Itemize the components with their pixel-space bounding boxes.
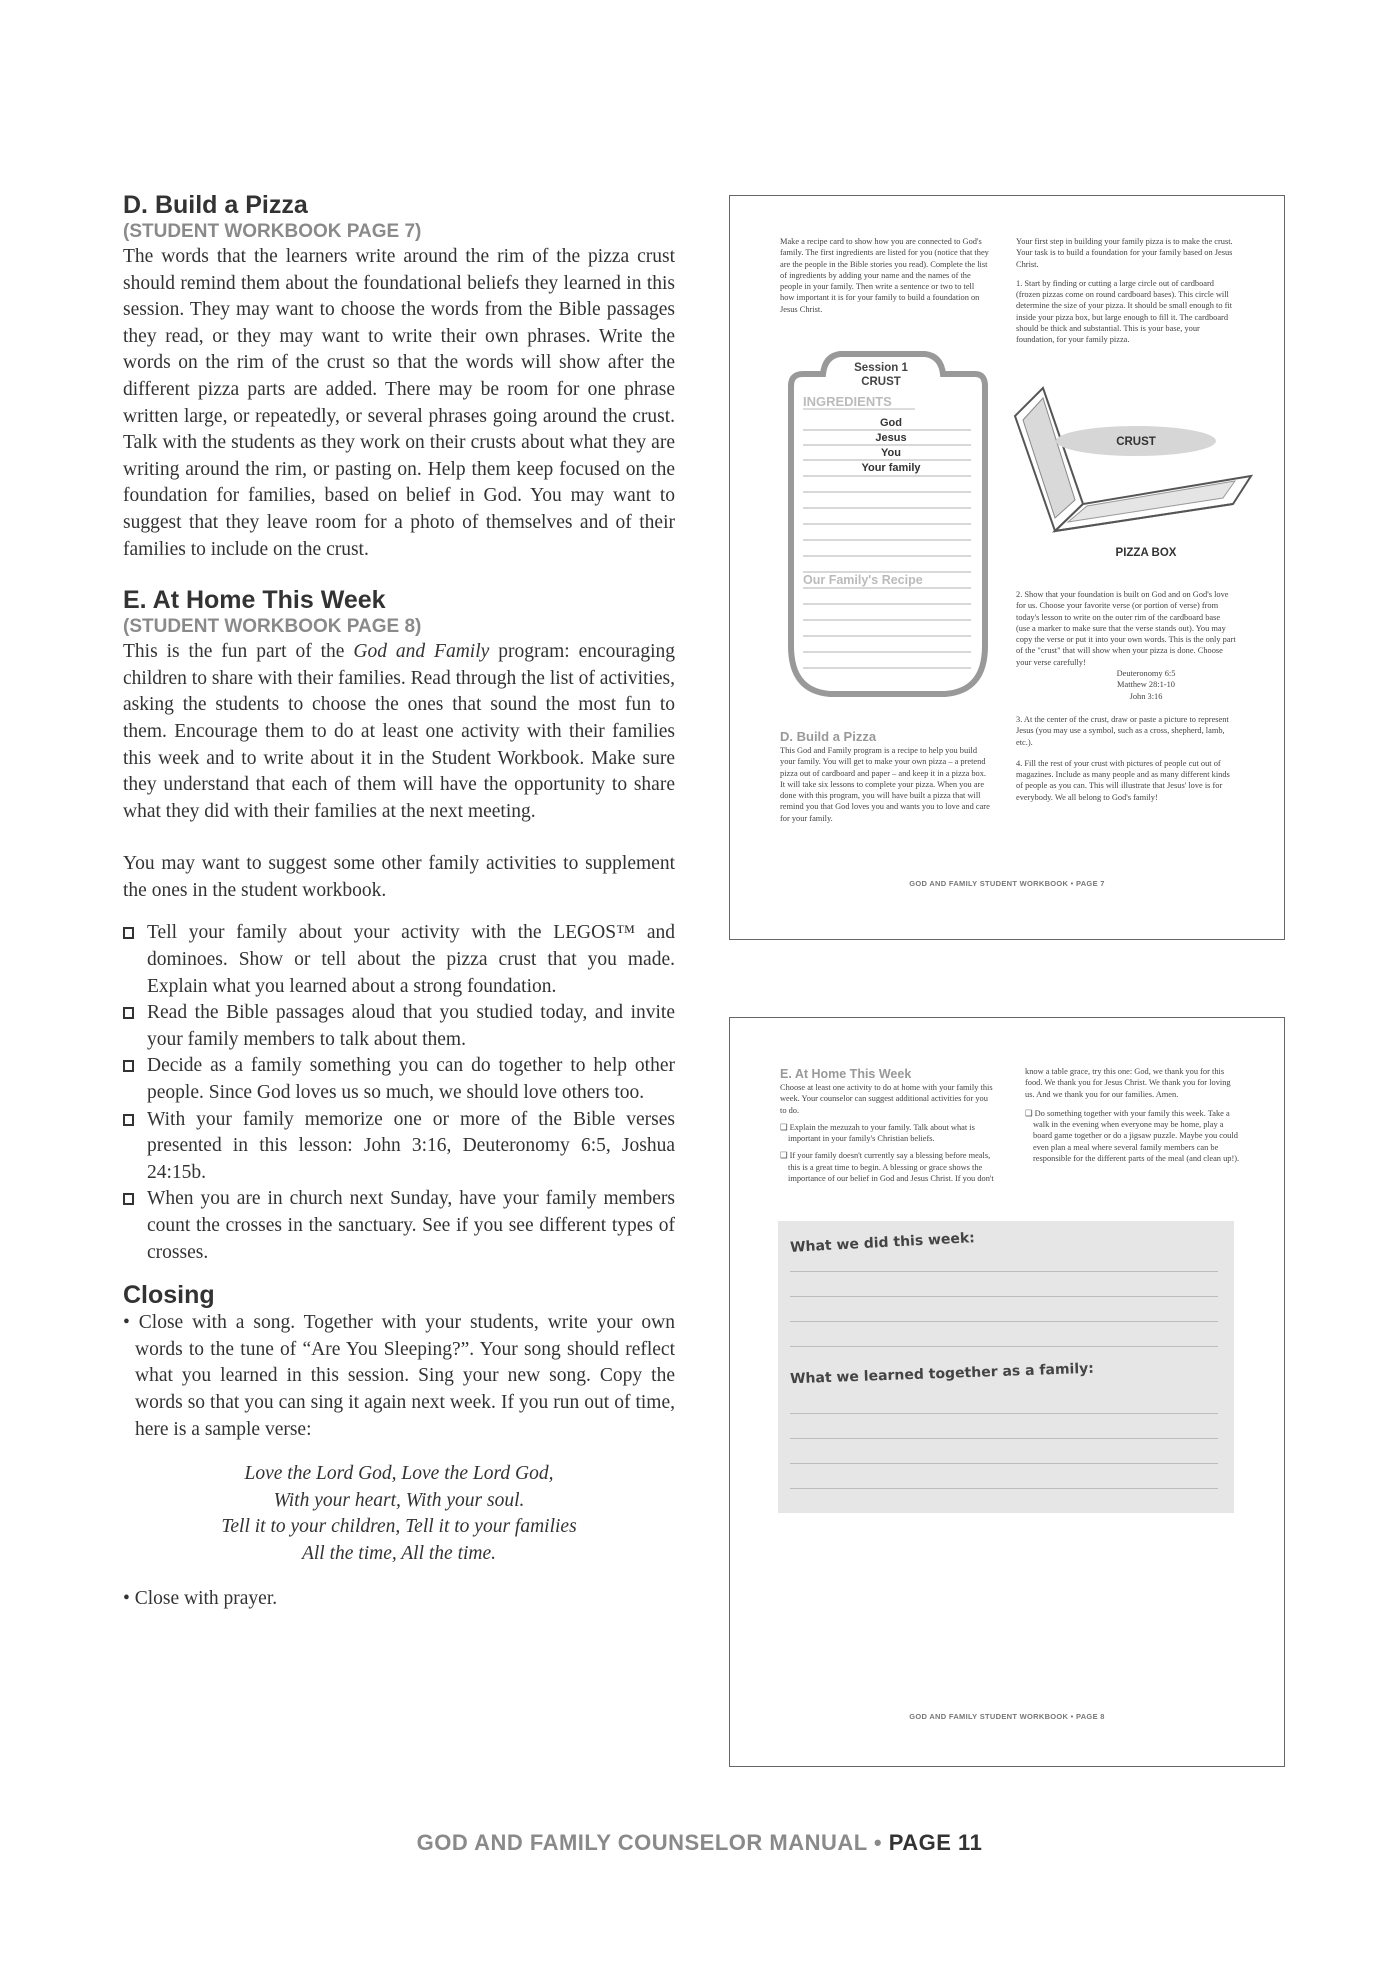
section-title-build-pizza: D. Build a Pizza [123,191,308,219]
wb8-e-title: E. At Home This Week [780,1067,912,1081]
wb7-d-title: D. Build a Pizza [780,729,877,744]
activity-item: With your family memorize one or more of the Bible verses presented in this lesson: John 3:16, Deuteronomy 6:5, Joshua 24:15b. [123,1107,675,1187]
section-subtitle-at-home: (STUDENT WORKBOOK PAGE 8) [123,616,422,638]
reflection-box [778,1221,1234,1513]
page-footer: GOD AND FAMILY COUNSELOR MANUAL • PAGE 11 [416,1830,983,1855]
wb8-e-body: Choose at least one activity to do at home with your family this week. Your counselor can suggest additional activities for you to do. [780,1083,993,1115]
svg-text:God: God [880,417,902,429]
checkbox-icon [123,1007,134,1019]
wb8-grace: know a table grace, try this one: God, we thank you for this food. We thank you for Jesus Christ. We thank you for loving us. And we thank you for our families. Amen. [1025,1067,1231,1099]
checkbox-icon [123,1193,134,1205]
activity-item: Tell your family about your activity with the LEGOS™ and dominoes. Show or tell about the pizza crust that you made. Explain what you learned about a strong foundation. [123,920,675,1000]
wb7-step-intro: Your first step in building your family pizza is to make the crust. Your task is to build a foundation for your family based on Jesus Christ. [1016,237,1233,269]
pizza-box-icon [1013,386,1253,566]
at-home-body-2: You may want to suggest some other family activities to supplement the ones in the student workbook. [123,853,675,901]
activity-item: When you are in church next Sunday, have your family members count the crosses in the sanctuary. See if you see different types of crosses. [123,1186,675,1266]
svg-text:You: You [881,447,901,459]
prompt-what-we-learned: What we learned together as a family: [789,1360,1095,1388]
section-title-at-home: E. At Home This Week [123,586,386,615]
svg-text:INGREDIENTS: INGREDIENTS [803,394,892,409]
svg-text:Your family: Your family [861,462,921,474]
svg-text:Session 1: Session 1 [854,362,908,374]
sample-verse: Love the Lord God, Love the Lord God, With your heart, With your soul. Tell it to your children, Tell it to your families All the time, All the time. [221,1463,577,1564]
wb7-footer: GOD AND FAMILY STUDENT WORKBOOK • PAGE 7 [909,879,1105,888]
wb7-intro: Make a recipe card to show how you are connected to God's family. The first ingredients are listed for you (notice that they are the people in the Bible stories you read). Complete the list of ingredients by adding your name and the names of the people in your family. Then write a sentence or two to tell how important it is for your family to build a foundation on Jesus Christ. [780,237,989,314]
workbook-page-7-thumbnail: Make a recipe card to show how you are connected to God's family. The first ingredients are listed for you (notice that they are the people in the Bible stories you read). Complete the list of ingredients by adding your name and the names of the people in your family. Then write a sentence or two to tell how important it is for your family to build a foundation on Jesus Christ. Session 1 CRUST INGREDIENTS God Jesus You Your family Our Family's Recipe D. Build a Pizza This God and Family program is a recipe to help you build your family. You will get to make your own pizza – a pretend pizza out of cardboard and paper – and keep it in a pizza box. It will take six lessons to complete your pizza. When you are done with this program, you will have built a pizza that will remind you that God loves you and wants you to love and care for your family. Your first step in building your family pizza is to make the crust. Your task is to build a foundation for your family based on Jesus Christ. 1. Start by finding or cutting a large circle out of cardboard (frozen pizzas come on round cardboard bases). This circle will determine the size of your pizza. It should be small enough to fit inside your pizza box, but large enough to fill it. The cardboard should be thick and substantial. This is your base, your foundation, for your family pizza. CRUST PIZZA BOX 2. Show that your foundation is built on God and on God's love for us. Choose your favorite verse (or portion of verse) from today's lesson to write on the outer rim of the cardboard base (use a marker to make sure that the verse stands out). You may copy the verse or put it into your own words. This is the only part of the "crust" that will show when your pizza is done. Choose your verse carefully! Deuteronomy 6:5 Matthew 28:1-10 John 3:16 3. At the center of the crust, draw or paste a picture to represent Jesus (you may use a symbol, such as a cross, shepherd, lamb, etc.). 4. Fill the rest of your crust with pictures of people cut out of magazines. Include as many people and as many different kinds of people as you can. This will illustrate that Jesus' love is for everybody. We all belong to God's family! GOD AND FAMILY STUDENT WORKBOOK • PAGE 7 [729,195,1285,940]
svg-text:Jesus: Jesus [875,432,907,444]
activity-item: Decide as a family something you can do together to help other people. Since God loves us so much, we should love others too. [123,1053,675,1106]
workbook-page-8-thumbnail: E. At Home This Week Choose at least one activity to do at home with your family this week. Your counselor can suggest additional activities for you to do. ❑ Explain the mezuzah to your family. Talk about what is important in your family's Christian beliefs. ❑ If your family doesn't currently say a blessing before meals, this is a great time to begin. A blessing or grace shows the importance of our belief in God and Jesus Christ. If you don't know a table grace, try this one: God, we thank you for this food. We thank you for Jesus Christ. We thank you for loving us. And we thank you for our families. Amen. ❑ Do something together with your family this week. Take a walk in the evening when everyone may be home, play a board game together or do a jigsaw puzzle. Maybe you could even plan a meal where several family members can be responsible for the different parts of the meal (and clean up!). What we did this week: What we learned together as a family: GOD AND FAMILY STUDENT WORKBOOK • PAGE 8 [729,1017,1285,1767]
crust-label: CRUST [1116,436,1156,448]
wb7-d-body: This God and Family program is a recipe to help you build your family. You will get to make your own pizza – a pretend pizza out of cardboard and paper – and keep it in a pizza box. It will take six lessons to complete your pizza. When you are done with this program, you will have built a pizza that will remind you that God loves you and wants you to love and care for your family. [780,746,990,823]
prompt-what-we-did: What we did this week: [789,1230,976,1256]
closing-bullet-song: • Close with a song. Together with your students, write your own words to the tune of “Are You Sleeping?”. Your song should reflect what you learned in this session. Sing your new song. Copy the words so that you can sing it again next week. If you run out of time, here is a sample verse: [123,1312,675,1440]
svg-text:Our Family's Recipe: Our Family's Recipe [803,573,923,587]
checkbox-icon [123,1114,134,1126]
main-column [123,190,675,1612]
wb7-step-2: 2. Show that your foundation is built on God and on God's love for us. Choose your favorite verse (or portion of verse) from today's lesson to write on the outer rim of the cardboard base (use a marker to make sure that the verse stands out). You may copy the verse or put it into your own words. This is the only part of the "crust" that will show when your pizza is done. Choose your verse carefully! [1016,590,1236,667]
closing-bullet-prayer: • Close with prayer. [123,1587,278,1609]
at-home-body: This is the fun part of the God and Family program: encouraging children to share with their families. Read through the list of activities, asking the students to choose the ones that sound the most fun to them. Encourage them to do at least one activity with their families this week and to write about it in the Student Workbook. Make sure they understand that each of them will have the opportunity to share what they did with their families at the next meeting. [123,641,675,822]
section-title-closing: Closing [123,1281,215,1310]
svg-text:CRUST: CRUST [861,376,901,388]
wb7-step-3: 3. At the center of the crust, draw or paste a picture to represent Jesus (you may use a symbol, such as a cross, shepherd, lamb, etc.). [1016,714,1229,747]
checkbox-icon [123,927,134,939]
checkbox-icon [123,1060,134,1072]
pizza-box-label: PIZZA BOX [1115,547,1177,559]
section-subtitle-build-pizza: (STUDENT WORKBOOK PAGE 7) [123,221,422,242]
wb8-footer: GOD AND FAMILY STUDENT WORKBOOK • PAGE 8 [909,1712,1105,1721]
wb7-step-4: 4. Fill the rest of your crust with pictures of people cut out of magazines. Include as many people and as many different kinds of people as you can. This will illustrate that Jesus' love is for everybody. We all belong to God's family! [1016,758,1230,802]
wb7-step-1: 1. Start by finding or cutting a large circle out of cardboard (frozen pizzas come on round cardboard bases). This circle will determine the size of your pizza. It should be small enough to fit inside your pizza box, but large enough to fill it. The cardboard should be thick and substantial. This is your base, your foundation, for your family pizza. [1016,278,1233,345]
activity-list [123,920,675,1266]
recipe-card-icon [785,346,990,701]
activity-item: Read the Bible passages aloud that you studied today, and invite your family members to talk about them. [123,1000,675,1053]
build-pizza-body: The words that the learners write around the rim of the pizza crust should remind them about the foundational beliefs they learned in this session. They may want to choose the words from the Bible passages they read, or they may want to write their own phrases. Write the words on the rim of the crust so that the words will show after the different pizza parts are added. There may be room for one phrase written large, or repeatedly, or several phrases going around the crust. Talk with the students as they work on their crusts about what they are writing around the rim, or pasting on. Help them keep focused on the foundation for families, based on belief in God. You may want to suggest that they leave room for a photo of themselves and of their families to include on the crust. [123,246,675,560]
